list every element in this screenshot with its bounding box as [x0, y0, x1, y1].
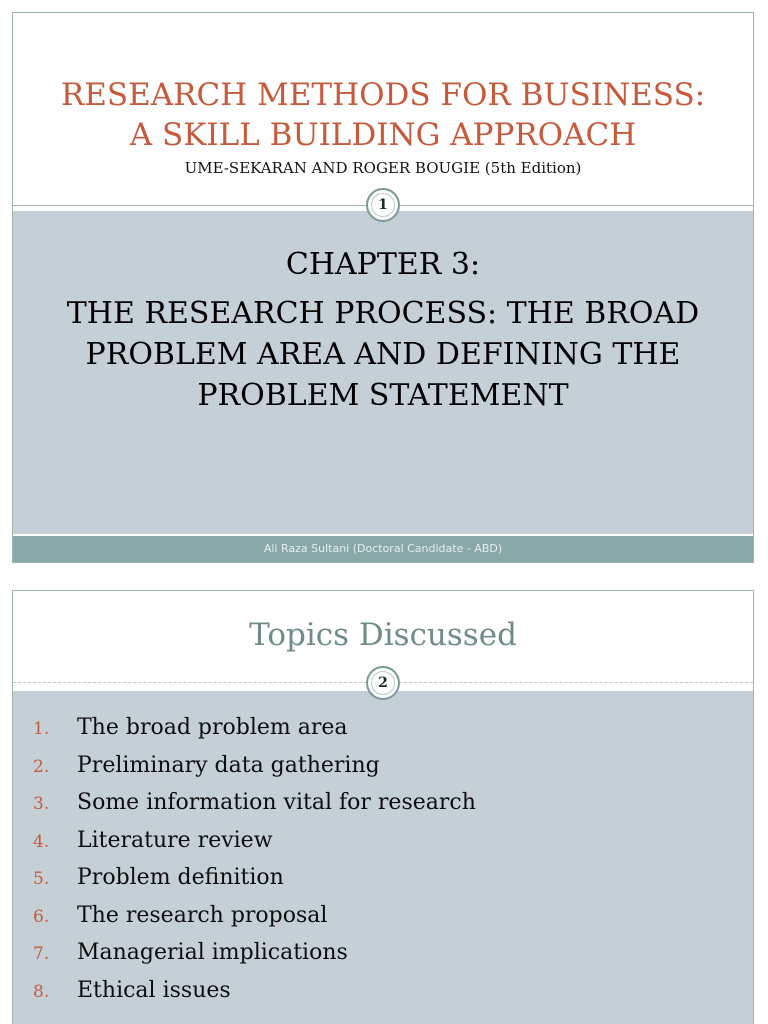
list-item [33, 784, 476, 822]
list-item-text: The broad problem area [77, 715, 348, 740]
list-item-number: 7. [33, 944, 50, 964]
list-item [33, 822, 476, 860]
list-item-text: Problem definition [77, 865, 284, 890]
main-title-line-1: RESEARCH METHODS FOR BUSINESS: [60, 77, 706, 113]
slide-number-badge: 1 [366, 188, 400, 222]
slide-1 [12, 12, 754, 563]
slide-number-badge: 2 [366, 666, 400, 700]
list-item-text: Literature review [77, 827, 273, 853]
author-subtitle: UME-SEKARAN AND ROGER BOUGIE (5th Edition) [184, 159, 582, 177]
chapter-title-line-1: THE RESEARCH PROCESS: THE BROAD [66, 296, 700, 331]
topic-list [33, 709, 476, 1009]
list-item-number: 2. [33, 756, 50, 777]
list-item [33, 859, 476, 897]
main-title [13, 75, 753, 155]
list-item-text: Preliminary data gathering [77, 752, 380, 778]
footer-bar: Ali Raza Sultani (Doctoral Candidate - ABD) [13, 536, 753, 562]
chapter-heading: CHAPTER 3: [285, 247, 481, 282]
list-item-number: 8. [33, 981, 50, 1002]
chapter-title [13, 293, 753, 416]
list-item-number: 6. [33, 906, 50, 927]
title-area [13, 13, 753, 203]
list-item-number: 3. [33, 794, 50, 814]
list-item [33, 897, 476, 935]
list-item-text: Some information vital for research [77, 790, 476, 815]
list-item-text: The research proposal [77, 902, 328, 928]
chapter-title-line-2: PROBLEM AREA AND DEFINING THE [85, 337, 681, 372]
list-item [33, 709, 476, 747]
list-item-number: 1. [33, 719, 50, 739]
main-title-line-2: A SKILL BUILDING APPROACH [129, 117, 637, 153]
list-item-number: 5. [33, 869, 50, 889]
list-item [33, 934, 476, 972]
topics-title: Topics Discussed [249, 617, 517, 653]
list-item-text: Ethical issues [77, 977, 231, 1003]
list-item [33, 747, 476, 785]
list-item-number: 4. [33, 831, 50, 852]
list-item-text: Managerial implications [77, 940, 348, 965]
chapter-block [13, 245, 753, 416]
list-item [33, 972, 476, 1010]
chapter-title-line-3: PROBLEM STATEMENT [197, 378, 569, 413]
slide-2 [12, 590, 754, 1024]
